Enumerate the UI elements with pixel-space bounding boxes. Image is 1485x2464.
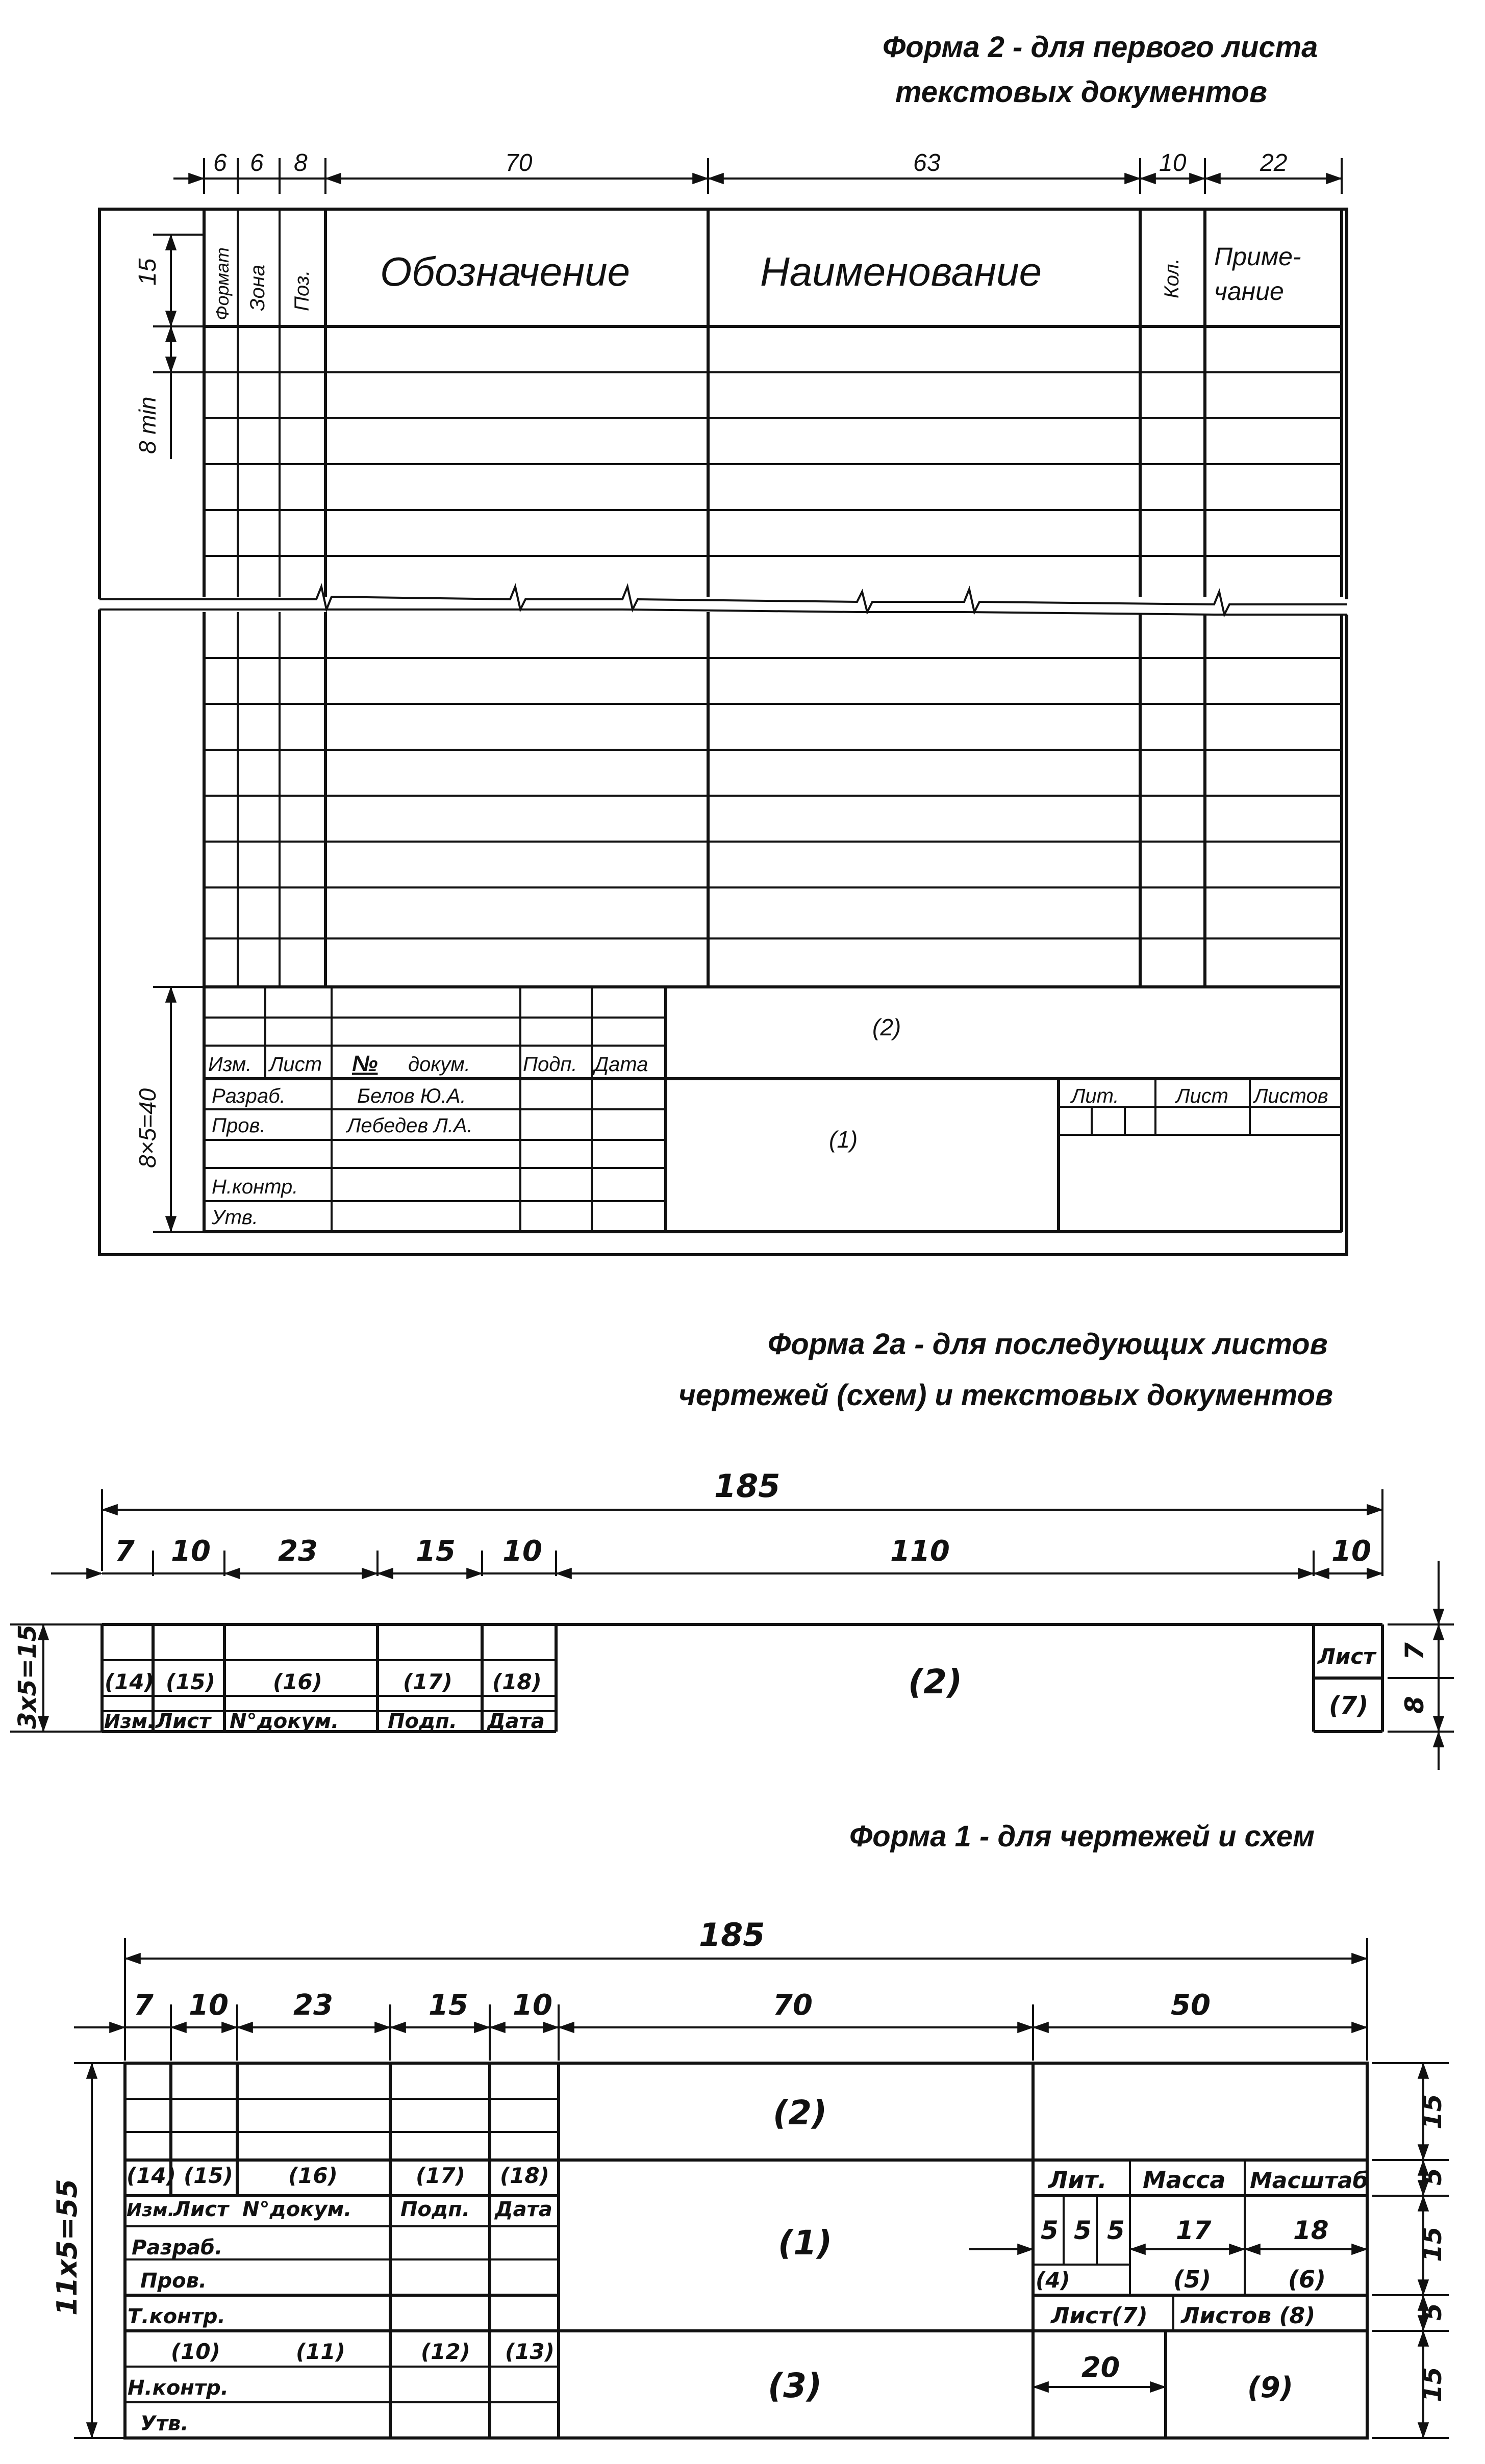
form2-stamp-doc-no: докум.	[408, 1053, 470, 1076]
form1-field-18: (18)	[500, 2163, 549, 2188]
form1-lit-dim-5a: 5	[1041, 2216, 1059, 2245]
form2a-list-label: Лист	[1318, 1644, 1376, 1669]
form2-header-format: Формат	[212, 247, 233, 320]
form1-role-t-kontr: Т.контр.	[128, 2305, 225, 2328]
form1-lit-dim-5c: 5	[1107, 2216, 1125, 2245]
form1-dim-total: 185	[699, 1916, 765, 1953]
form1-dim-right-5b: 5	[1418, 2303, 1447, 2321]
form1-dim-right-15c: 15	[1418, 2367, 1447, 2402]
form1-dim-50: 50	[1171, 1989, 1211, 2022]
form2-dim-row-height: 8 min	[134, 396, 161, 454]
form2a-field-2: (2)	[908, 1662, 963, 1701]
form1-field-13: (13)	[505, 2339, 555, 2364]
form2-caption-line2: текстовых документов	[895, 75, 1267, 109]
form2-stamp-doc-no-mark: №	[352, 1051, 378, 1076]
form2-stamp-razrab-name: Белов Ю.А.	[357, 1085, 466, 1107]
form2a-field-14: (14)	[105, 1669, 154, 1694]
form1-label-podp: Подп.	[400, 2198, 470, 2221]
form2a-field-7: (7)	[1329, 1691, 1369, 1720]
form1-role-prov: Пров.	[140, 2269, 207, 2293]
form1-dim-10a: 10	[189, 1989, 229, 2022]
form2-stamp-prov-name: Лебедев Л.А.	[347, 1114, 473, 1137]
form2a-field-16: (16)	[273, 1669, 322, 1694]
form1-role-n-kontr: Н.контр.	[128, 2376, 229, 2400]
form2a-dim-right-top: 7	[1400, 1642, 1429, 1660]
form2a-label-podp: Подп.	[388, 1710, 458, 1733]
form2a-field-17: (17)	[403, 1669, 452, 1694]
form2-stamp-utv: Утв.	[212, 1206, 258, 1229]
form1-label-data: Дата	[495, 2198, 552, 2221]
form1-field-3: (3)	[768, 2366, 822, 2405]
form1-label-doc-no: N°докум.	[242, 2198, 352, 2221]
form2-header-zone: Зона	[246, 264, 269, 311]
form2-stamp-prov: Пров.	[212, 1114, 266, 1137]
form2a-label-doc-no: N°докум.	[230, 1710, 339, 1733]
form1-listov-8: Листов (8)	[1181, 2303, 1316, 2329]
form1-role-utv: Утв.	[140, 2412, 189, 2435]
form1-dim-15: 15	[429, 1989, 468, 2022]
form1-lit: Лит.	[1048, 2166, 1107, 2194]
form2-stamp-podp: Подп.	[523, 1053, 577, 1076]
form2a-field-18: (18)	[492, 1669, 542, 1694]
form2-table-top	[99, 209, 1347, 599]
form1-field-4: (4)	[1036, 2268, 1070, 2293]
form1-dim-7: 7	[134, 1989, 154, 2022]
form1-field-1: (1)	[778, 2223, 833, 2263]
form2a-dim-10c: 10	[1331, 1535, 1371, 1568]
form2a-dim-left: 3х5=15	[13, 1624, 42, 1729]
form2-caption-line1: Форма 2 - для первого листа	[883, 31, 1318, 64]
form2-stamp-n-kontr: Н.контр.	[212, 1176, 298, 1198]
form1-dimensions	[74, 1938, 1449, 2438]
form1-dim-18: 18	[1293, 2216, 1329, 2245]
form2a-dim-total: 185	[714, 1467, 781, 1505]
form2a-dim-15: 15	[416, 1535, 456, 1568]
form2-dim-10: 10	[1159, 149, 1187, 176]
form1-list-7: Лист(7)	[1051, 2303, 1148, 2329]
form1-field-6: (6)	[1288, 2266, 1326, 2293]
form2a-label-izm: Изм.	[104, 1710, 155, 1733]
form1-dim-17: 17	[1176, 2216, 1212, 2245]
form1-field-2: (2)	[773, 2093, 827, 2132]
form2a-dimensions	[10, 1489, 1454, 1770]
form2-dim-8: 8	[294, 149, 308, 176]
form2a-caption-line2: чертежей (схем) и текстовых документов	[678, 1379, 1333, 1412]
form2-stamp-lit: Лит.	[1071, 1085, 1119, 1107]
form2a-dim-110: 110	[890, 1535, 950, 1568]
form2-stamp-grid	[204, 987, 1342, 1232]
form2-header-qty: Кол.	[1161, 258, 1183, 298]
form2-header-designation: Обозначение	[380, 249, 631, 294]
form2a-caption-line1: Форма 2а - для последующих листов	[768, 1328, 1328, 1361]
form2-break-line	[99, 587, 1347, 615]
form2-dim-22: 22	[1260, 149, 1288, 176]
form1-field-12: (12)	[421, 2339, 470, 2364]
form2a-dim-7: 7	[115, 1535, 135, 1568]
form2-dim-63: 63	[913, 149, 941, 176]
form1-dim-left: 11х5=55	[51, 2179, 83, 2316]
form1-dim-23: 23	[293, 1989, 333, 2022]
form1-lit-dim-5b: 5	[1074, 2216, 1092, 2245]
form1-dim-20: 20	[1081, 2351, 1120, 2383]
form1-dim-10b: 10	[513, 1989, 552, 2022]
form2-table-bottom	[99, 609, 1347, 1255]
form2a-field-15: (15)	[166, 1669, 215, 1694]
form2-stamp-izm: Изм.	[208, 1053, 252, 1076]
form2-stamp-data: Дата	[594, 1053, 648, 1076]
form2	[99, 31, 1347, 1255]
form2-header-note-line2: чание	[1214, 277, 1284, 306]
form1-dim-right-5a: 5	[1418, 2168, 1447, 2186]
form1-field-9: (9)	[1247, 2371, 1294, 2404]
form2a-dim-right-bottom: 8	[1400, 1696, 1429, 1714]
form1	[51, 1820, 1449, 2438]
form1-dim-70: 70	[773, 1989, 813, 2022]
form1-label-izm: Изм.	[127, 2200, 175, 2221]
form2-stamp-razrab: Разраб.	[212, 1085, 286, 1107]
form2a-dim-10b: 10	[502, 1535, 542, 1568]
form1-masshtab: Масштаб	[1250, 2168, 1369, 2194]
form1-field-17: (17)	[416, 2163, 465, 2188]
form2-dim-6b: 6	[250, 149, 264, 176]
form2a-dim-23: 23	[278, 1535, 318, 1568]
form2-left-dimensions	[153, 235, 204, 1232]
form2a-label-list: Лист	[156, 1710, 211, 1733]
form1-role-razrab: Разраб.	[132, 2236, 223, 2259]
form2-header-pos: Поз.	[291, 270, 313, 311]
form1-caption: Форма 1 - для чертежей и схем	[849, 1820, 1315, 1853]
form1-dim-right-15a: 15	[1418, 2094, 1447, 2129]
form2-dim-header-height: 15	[134, 258, 161, 286]
form2-header-note-line1: Приме-	[1214, 242, 1301, 271]
form1-field-15: (15)	[184, 2163, 233, 2188]
form2-dim-stamp-height: 8×5=40	[134, 1088, 161, 1168]
form2-stamp-listov: Листов	[1254, 1085, 1328, 1107]
form1-field-16: (16)	[288, 2163, 338, 2188]
form2-stamp-field-1: (1)	[829, 1126, 858, 1153]
form2-stamp-list: Лист	[269, 1053, 322, 1076]
form2-dim-6a: 6	[213, 149, 227, 176]
form1-field-5: (5)	[1173, 2266, 1212, 2293]
form2-header-name: Наименование	[760, 249, 1042, 294]
form2-dim-70: 70	[505, 149, 533, 176]
form2-stamp-field-2: (2)	[872, 1014, 901, 1040]
form2a	[10, 1328, 1454, 1770]
form1-field-10: (10)	[171, 2339, 220, 2364]
form2-stamp-list-label: Лист	[1176, 1085, 1228, 1107]
form1-grid	[125, 2063, 1367, 2438]
form2a-dim-10a: 10	[171, 1535, 211, 1568]
form1-field-11: (11)	[296, 2339, 345, 2364]
form1-label-list: Лист	[173, 2198, 229, 2221]
form1-massa: Масса	[1143, 2166, 1226, 2194]
form1-dim-right-15b: 15	[1418, 2226, 1447, 2262]
form1-field-14: (14)	[127, 2163, 176, 2188]
form2a-label-data: Дата	[487, 1710, 545, 1733]
